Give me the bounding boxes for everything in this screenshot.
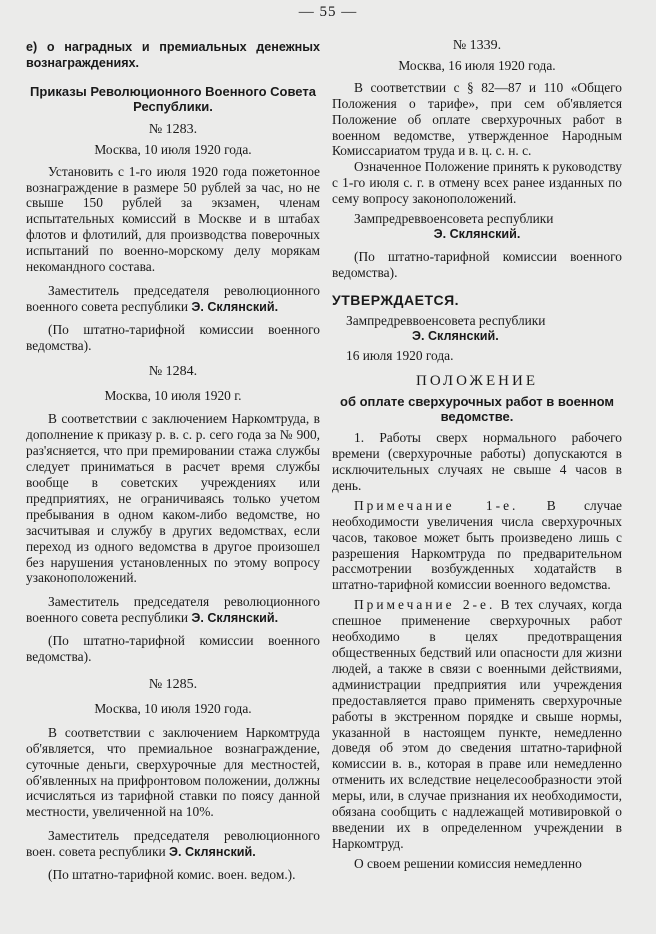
order-1339-date: Москва, 16 июля 1920 года. [398, 57, 556, 73]
signer-name: Э. Склянский. [191, 299, 279, 314]
order-1339-signer: Зампредреввоенсовета республики [354, 211, 554, 227]
note-2-text: В тех случаях, когда спешное применение сверхурочных работ необходимо в целях предотвращения общественных бедствий или опасности для жизни людей, а также в связи с военными действиями, администрации предприятия или учреждения предоставляется право применять сверхурочные работы в экстренном порядке и свыше нормы, указанной в настоящем пункте, немедленно доведя об этом до сведения штатно-тарифной комиссии в. в., которая в праве или немедленно отменить их вследствие нецелесообразности этой меры, или, в случае признания их необходимости, обязана сообщить с надлежащей мотивировкой о введении их в определенном учреждении в Наркомтруд. [332, 597, 622, 851]
order-1284-date: Москва, 10 июля 1920 г. [104, 387, 242, 403]
item-e: е) о наградных и премиальных денежных вознаграждениях. [26, 40, 320, 70]
order-1285-number: № 1285. [148, 677, 198, 692]
order-1284-text: В соответствии с заключением Наркомтруда, в дополнение к приказу р. в. с. р. сего года за № 900, раз'ясняется, что при премировании стажа службы следует приниматься в расчет время службы вообще в советских учреждениях или предприятиях, не ограничиваясь только учетом пребывания в одном каком-либо ведомстве, но засчитывая и службу в других ведомствах, если переход из одного ведомства в другое произошел без нарушения установленных по этому вопросу узаконоположений. [26, 411, 320, 586]
approved-name: Э. Склянский. [412, 328, 499, 343]
section-title: Приказы Революционного Военного Совета Республики. [30, 83, 316, 114]
order-1339-note: (По штатно-тарифной комиссии военного ведомства). [332, 248, 622, 280]
regulation-subtitle: об оплате сверхурочных работ в военном ведомстве. [340, 394, 614, 425]
signer-title: Заместитель председателя революционного военного совета республики [26, 282, 320, 314]
order-1339-text-1: В соответствии с § 82—87 и 110 «Общего Положения о тарифе», при сем об'является Положение об оплате сверхурочных работ в военном ведомстве, утвержденное Народным Комиссариатом труда и в. ц. с. н. с. [332, 79, 622, 159]
approved-by: Зампредреввоенсовета республики [346, 312, 546, 328]
right-column [332, 38, 622, 872]
order-1283-note: (По штатно-тарифной комиссии военного ведомства). [26, 321, 320, 353]
note-2 [332, 597, 622, 852]
order-1283-signature [26, 283, 320, 316]
signer-name: Э. Склянский. [169, 845, 256, 860]
approved-heading: УТВЕРЖДАЕТСЯ. [332, 291, 460, 308]
note-2-label: Примечание 2-е. [354, 597, 496, 613]
signer-name: Э. Склянский. [191, 611, 279, 626]
note-1 [332, 498, 622, 593]
page-number: — 55 — [298, 4, 358, 20]
order-1283-number: № 1283. [148, 121, 198, 137]
note-1-text: В случае необходимости увеличения числа сверхурочных часов, таковое может быть произведено лишь с разрешения Наркомтруда по предварительном рассмотрении возбужденных ходатайств в штатно-тарифной комиссии военного ведомства. [332, 497, 622, 593]
order-1285-date: Москва, 10 июля 1920 года. [94, 700, 252, 716]
left-column [26, 40, 320, 883]
order-1339-signer-name: Э. Склянский. [433, 226, 521, 241]
note-1-label: Примечание 1-е. [354, 497, 519, 513]
order-1284-signature [26, 594, 320, 627]
order-1283-text: Установить с 1-го июля 1920 года пожетонное вознаграждение в размере 50 рублей за час, но не свыше 150 рублей за экзамен, членам испытательных комиссий в Москве и в штабах флотов и флотилий, для производства поверочных испытаний по военно-морскому делу морякам некомандного состава. [26, 163, 320, 275]
approved-date: 16 июля 1920 года. [346, 348, 454, 364]
signer-title: Заместитель председателя революционного военного совета республики [26, 594, 320, 626]
order-1285-note: (По штатно-тарифной комис. воен. ведом.). [48, 867, 296, 883]
clause-1: 1. Работы сверх нормального рабочего времени (сверхурочные работы) допускаются в исключительных случаях не свыше 4 часов в день. [332, 430, 622, 493]
order-1339-number: № 1339. [452, 38, 502, 53]
regulation-title: ПОЛОЖЕНИЕ [416, 373, 538, 390]
order-1285-signature [26, 828, 320, 861]
order-1284-number: № 1284. [148, 363, 198, 379]
order-1284-note: (По штатно-тарифной комиссии военного ведомства). [26, 633, 320, 665]
order-1285-text: В соответствии с заключением Наркомтруда об'является, что премиальное вознаграждение, суточные деньги, сверхурочные для местностей, об'явленных на прифронтовом положении, должны исчисляться из тарифной ставки по поясу данной местности, увеличенной на 10%. [26, 724, 320, 820]
order-1283-date: Москва, 10 июля 1920 года. [94, 141, 252, 157]
order-1339-text-2: Означенное Положение принять к руководству с 1-го июля с. г. в отмену всех ранее изданных по сему вопросу законоположений. [332, 159, 622, 207]
signer-title: Заместитель председателя революционного воен. совета республики [26, 828, 320, 860]
last-line: О своем решении комиссия немедленно [354, 855, 582, 871]
